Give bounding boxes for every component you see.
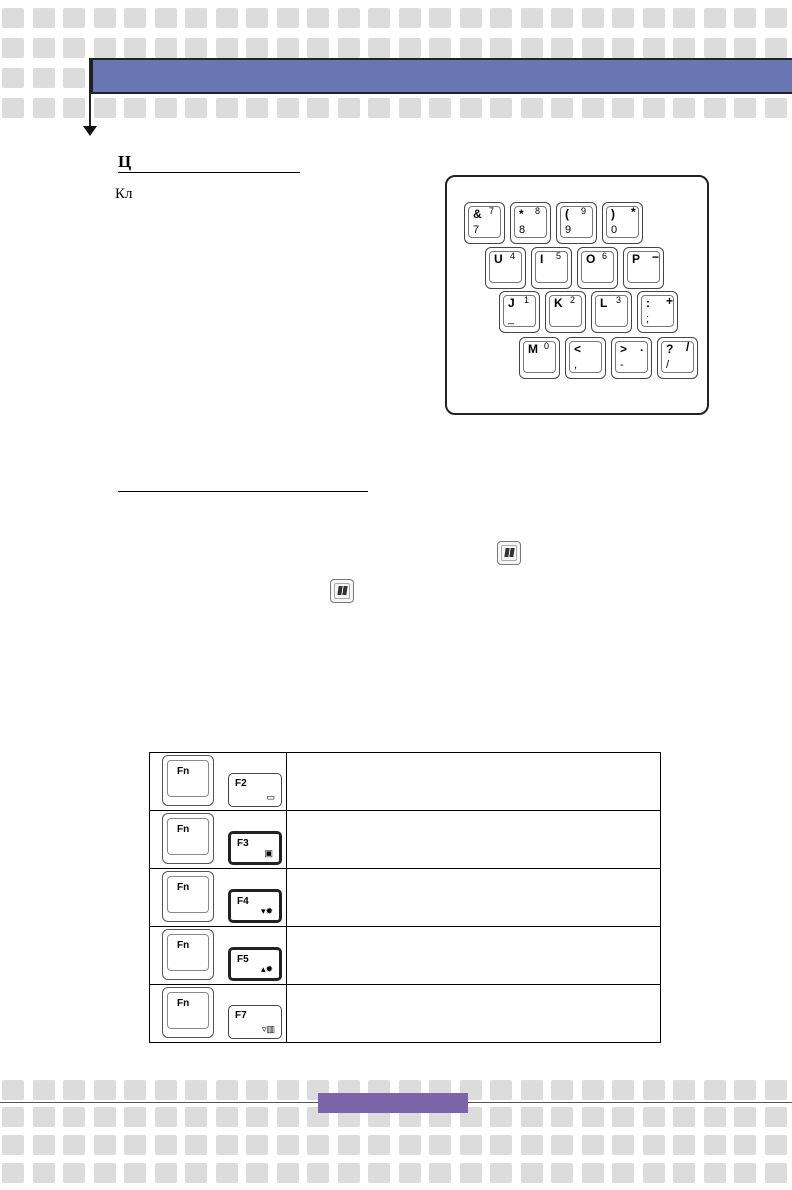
key-main-label: & (473, 207, 482, 221)
decor-tile (704, 8, 726, 28)
decor-tile (124, 1135, 146, 1155)
decor-tile (277, 1080, 299, 1100)
key-sup-label: 9 (581, 206, 587, 216)
key-main-label: L (600, 296, 608, 310)
down-arrow-icon (83, 126, 97, 136)
decor-tile (338, 8, 360, 28)
decor-tile (94, 1163, 116, 1183)
key-sup-label: 2 (570, 295, 576, 305)
decor-tile (63, 1107, 85, 1127)
key-main-label: ? (666, 342, 674, 356)
key-main-label: U (494, 252, 503, 266)
keypad-key (510, 202, 551, 244)
body-text: Кл (115, 186, 133, 202)
decor-tile (2, 1163, 24, 1183)
decor-tile (460, 1135, 482, 1155)
decor-tile (307, 1163, 329, 1183)
decor-tile (124, 98, 146, 118)
decor-tile (460, 38, 482, 58)
decor-tile (63, 68, 85, 88)
key-sup-label: 0 (544, 341, 550, 351)
function-key (228, 831, 282, 865)
keypad-key (637, 291, 678, 333)
keypad-key (556, 202, 597, 244)
decor-tile (734, 1163, 756, 1183)
subsection-underline (118, 491, 368, 492)
decor-tile (734, 1080, 756, 1100)
table-row (150, 869, 661, 927)
key-main-label: I (540, 252, 544, 266)
decor-tile (216, 8, 238, 28)
key-combo-cell (150, 811, 287, 869)
decor-tile (551, 1135, 573, 1155)
keypad-key (602, 202, 643, 244)
decor-tile (33, 98, 55, 118)
decor-tile (277, 1135, 299, 1155)
decor-tile (521, 98, 543, 118)
decor-tile (307, 98, 329, 118)
decor-tile (521, 1163, 543, 1183)
fn-key (162, 987, 214, 1038)
decor-tile (216, 1163, 238, 1183)
decor-tile (612, 1135, 634, 1155)
decor-tile (673, 98, 695, 118)
decor-tile (124, 1107, 146, 1127)
decor-tile (399, 98, 421, 118)
decor-tile (246, 1107, 268, 1127)
fn-key-label: Fn (177, 882, 190, 893)
key-main-label: > (620, 342, 628, 356)
fn-key (162, 813, 214, 864)
decor-tile (734, 1135, 756, 1155)
decor-tile (94, 1135, 116, 1155)
fn-key-table (149, 752, 661, 1043)
decor-tile (246, 98, 268, 118)
decor-tile (368, 1135, 390, 1155)
key-sup-label: 4 (510, 251, 516, 261)
decor-tile (612, 1080, 634, 1100)
decor-tile (307, 1135, 329, 1155)
decor-tile (551, 98, 573, 118)
table-row (150, 811, 661, 869)
decor-tile (155, 1135, 177, 1155)
header-vertical-line (89, 58, 91, 128)
decor-tile (94, 38, 116, 58)
key-sup-label: 1 (524, 295, 530, 305)
decor-tile (612, 38, 634, 58)
key-sym-label: . (640, 340, 644, 354)
key-low-label: 8 (519, 224, 526, 236)
decor-tile (765, 38, 787, 58)
decor-tile (368, 8, 390, 28)
decor-tile (399, 8, 421, 28)
description-cell (287, 811, 661, 869)
function-key (228, 1005, 282, 1039)
decor-tile (704, 1080, 726, 1100)
decor-tile (63, 1080, 85, 1100)
key-sym-label: + (666, 294, 674, 308)
keypad-key (519, 337, 560, 379)
key-main-label: : (646, 296, 650, 310)
decor-tile (33, 1163, 55, 1183)
key-low-label: 9 (565, 224, 572, 236)
function-key (228, 773, 282, 807)
decor-tile (155, 98, 177, 118)
embedded-keypad-figure (445, 175, 709, 415)
function-key-icon: ▣ (264, 848, 273, 858)
decor-tile (155, 8, 177, 28)
decor-tile (429, 98, 451, 118)
decor-tile (673, 1080, 695, 1100)
decor-tile (33, 38, 55, 58)
decor-tile (582, 1080, 604, 1100)
decor-tile (124, 1163, 146, 1183)
decor-tile (246, 8, 268, 28)
decor-tile (246, 1080, 268, 1100)
decor-tile (490, 8, 512, 28)
decor-tile (673, 38, 695, 58)
decor-tile (155, 1107, 177, 1127)
decor-tile (338, 1163, 360, 1183)
function-key-icon: ▾✹ (260, 906, 273, 916)
key-combo-cell (150, 753, 287, 811)
key-sup-label: 6 (602, 251, 608, 261)
decor-tile (551, 8, 573, 28)
key-sup-label: 3 (616, 295, 622, 305)
fn-key-label: Fn (177, 766, 190, 777)
decor-tile (765, 1163, 787, 1183)
windows-key-icon (330, 579, 354, 603)
decor-tile (63, 38, 85, 58)
decor-tile (521, 38, 543, 58)
decor-tile (490, 98, 512, 118)
key-main-label: ) (611, 207, 615, 221)
decor-tile (521, 8, 543, 28)
decor-tile (582, 98, 604, 118)
decor-tile (246, 1163, 268, 1183)
decor-tile (551, 1080, 573, 1100)
decor-tile (460, 8, 482, 28)
key-main-label: P (632, 252, 641, 266)
decor-tile (765, 1107, 787, 1127)
windows-key-icon (497, 541, 521, 565)
keypad-key (464, 202, 505, 244)
decor-tile (704, 98, 726, 118)
keypad-key (531, 247, 572, 289)
decor-tile (643, 98, 665, 118)
decor-tile (216, 1107, 238, 1127)
decor-tile (643, 8, 665, 28)
fn-key (162, 871, 214, 922)
decor-tile (338, 98, 360, 118)
decor-tile (185, 1080, 207, 1100)
decor-tile (2, 8, 24, 28)
decor-tile (734, 98, 756, 118)
decor-tile (33, 8, 55, 28)
key-combo-cell (150, 927, 287, 985)
keypad-key (499, 291, 540, 333)
decor-tile (460, 98, 482, 118)
decor-tile (399, 38, 421, 58)
header-band (91, 58, 792, 94)
decor-tile (368, 38, 390, 58)
fn-key (162, 929, 214, 980)
key-low-label: - (620, 359, 624, 371)
decor-tile (63, 98, 85, 118)
decor-tile (429, 8, 451, 28)
decor-tile (216, 38, 238, 58)
decor-tile (490, 1163, 512, 1183)
fn-key (162, 755, 214, 806)
decor-tile (155, 1163, 177, 1183)
decor-tile (33, 68, 55, 88)
decor-tile (124, 38, 146, 58)
decor-tile (704, 1107, 726, 1127)
decor-tile (124, 8, 146, 28)
decor-tile (399, 1135, 421, 1155)
decor-tile (582, 1135, 604, 1155)
decor-tile (765, 1080, 787, 1100)
decor-tile (460, 1163, 482, 1183)
decor-tile (643, 38, 665, 58)
decor-tile (490, 1135, 512, 1155)
decor-tile (612, 1163, 634, 1183)
table-row (150, 927, 661, 985)
decor-tile (521, 1080, 543, 1100)
function-key-icon: ▴✹ (260, 964, 273, 974)
decor-tile (63, 1135, 85, 1155)
decor-tile (582, 1107, 604, 1127)
decor-tile (704, 38, 726, 58)
key-main-label: K (554, 296, 563, 310)
key-main-label: M (528, 342, 538, 356)
decor-tile (155, 38, 177, 58)
decor-tile (643, 1080, 665, 1100)
key-low-label: 7 (473, 224, 480, 236)
key-sup-label: 8 (535, 206, 541, 216)
decor-tile (155, 1080, 177, 1100)
decor-tile (94, 1107, 116, 1127)
decor-tile (734, 1107, 756, 1127)
decor-tile (490, 38, 512, 58)
decor-tile (63, 8, 85, 28)
decor-tile (399, 1163, 421, 1183)
decor-tile (673, 1135, 695, 1155)
decor-tile (2, 38, 24, 58)
keypad-key (591, 291, 632, 333)
decor-tile (277, 38, 299, 58)
decor-tile (765, 8, 787, 28)
key-low-label: / (666, 359, 670, 371)
function-key-icon: ▭ (266, 792, 275, 802)
decor-tile (2, 98, 24, 118)
decor-tile (33, 1080, 55, 1100)
decor-tile (124, 1080, 146, 1100)
key-main-label: J (508, 296, 515, 310)
page-label-bar (318, 1093, 468, 1113)
decor-tile (551, 38, 573, 58)
decor-tile (2, 1107, 24, 1127)
key-sup-label: 7 (489, 206, 495, 216)
decor-tile (368, 98, 390, 118)
decor-tile (643, 1135, 665, 1155)
decor-tile (94, 98, 116, 118)
decor-tile (185, 1135, 207, 1155)
decor-tile (2, 1135, 24, 1155)
function-key-label: F2 (235, 778, 247, 789)
decor-tile (643, 1163, 665, 1183)
decor-tile (33, 1107, 55, 1127)
description-cell (287, 869, 661, 927)
keypad-key (565, 337, 606, 379)
decor-tile (521, 1135, 543, 1155)
fn-key-label: Fn (177, 824, 190, 835)
decor-tile (185, 1163, 207, 1183)
key-low-label: ; (646, 313, 650, 325)
key-main-label: * (519, 207, 524, 221)
decor-tile (704, 1163, 726, 1183)
keypad-key (577, 247, 618, 289)
decor-tile (765, 1135, 787, 1155)
decor-tile (2, 1080, 24, 1100)
decor-tile (307, 8, 329, 28)
decor-tile (63, 1163, 85, 1183)
decor-tile (94, 1080, 116, 1100)
decor-tile (94, 8, 116, 28)
decor-tile (734, 8, 756, 28)
description-cell (287, 985, 661, 1043)
decor-tile (704, 1135, 726, 1155)
key-low-label: _ (508, 313, 515, 325)
decor-tile (582, 8, 604, 28)
function-key-label: F4 (237, 896, 249, 907)
decor-tile (338, 1135, 360, 1155)
key-sym-label: / (686, 340, 690, 354)
decor-tile (185, 8, 207, 28)
key-main-label: O (586, 252, 596, 266)
decor-tile (429, 38, 451, 58)
section-title: Ц (118, 152, 300, 173)
decor-tile (307, 38, 329, 58)
decor-tile (185, 98, 207, 118)
decor-tile (551, 1107, 573, 1127)
keypad-key (623, 247, 664, 289)
description-cell (287, 753, 661, 811)
decor-tile (612, 1107, 634, 1127)
decor-tile (216, 98, 238, 118)
decor-tile (277, 1163, 299, 1183)
decor-tile (185, 1107, 207, 1127)
keypad-key (545, 291, 586, 333)
key-combo-cell (150, 985, 287, 1043)
function-key-label: F7 (235, 1010, 247, 1021)
key-main-label: < (574, 342, 582, 356)
key-sym-label: − (652, 250, 660, 264)
decor-tile (2, 68, 24, 88)
decor-tile (338, 38, 360, 58)
decor-tile (551, 1163, 573, 1183)
decor-tile (612, 98, 634, 118)
function-key-label: F5 (237, 954, 249, 965)
description-cell (287, 927, 661, 985)
decor-tile (673, 1107, 695, 1127)
fn-key-label: Fn (177, 998, 190, 1009)
decor-tile (429, 1135, 451, 1155)
function-key (228, 947, 282, 981)
function-key-icon: ▿▥ (261, 1024, 275, 1034)
decor-tile (368, 1163, 390, 1183)
decor-tile (246, 1135, 268, 1155)
decor-tile (246, 38, 268, 58)
decor-tile (277, 8, 299, 28)
decor-tile (734, 38, 756, 58)
decor-tile (673, 1163, 695, 1183)
key-low-label: , (574, 359, 578, 371)
table-row (150, 985, 661, 1043)
key-sym-label: * (631, 205, 636, 219)
decor-tile (673, 8, 695, 28)
decor-tile (582, 1163, 604, 1183)
decor-tile (185, 38, 207, 58)
decor-tile (277, 1107, 299, 1127)
decor-tile (521, 1107, 543, 1127)
table-row (150, 753, 661, 811)
decor-tile (643, 1107, 665, 1127)
decor-tile (490, 1080, 512, 1100)
key-main-label: ( (565, 207, 569, 221)
decor-tile (490, 1107, 512, 1127)
decor-tile (277, 98, 299, 118)
key-combo-cell (150, 869, 287, 927)
keypad-key (485, 247, 526, 289)
function-key-label: F3 (237, 838, 249, 849)
fn-key-label: Fn (177, 940, 190, 951)
decor-tile (429, 1163, 451, 1183)
function-key (228, 889, 282, 923)
decor-tile (216, 1080, 238, 1100)
decor-tile (612, 8, 634, 28)
decor-tile (765, 98, 787, 118)
decor-tile (582, 38, 604, 58)
keypad-key (657, 337, 698, 379)
decor-tile (33, 1135, 55, 1155)
key-sup-label: 5 (556, 251, 562, 261)
keypad-key (611, 337, 652, 379)
decor-tile (216, 1135, 238, 1155)
key-low-label: 0 (611, 224, 618, 236)
